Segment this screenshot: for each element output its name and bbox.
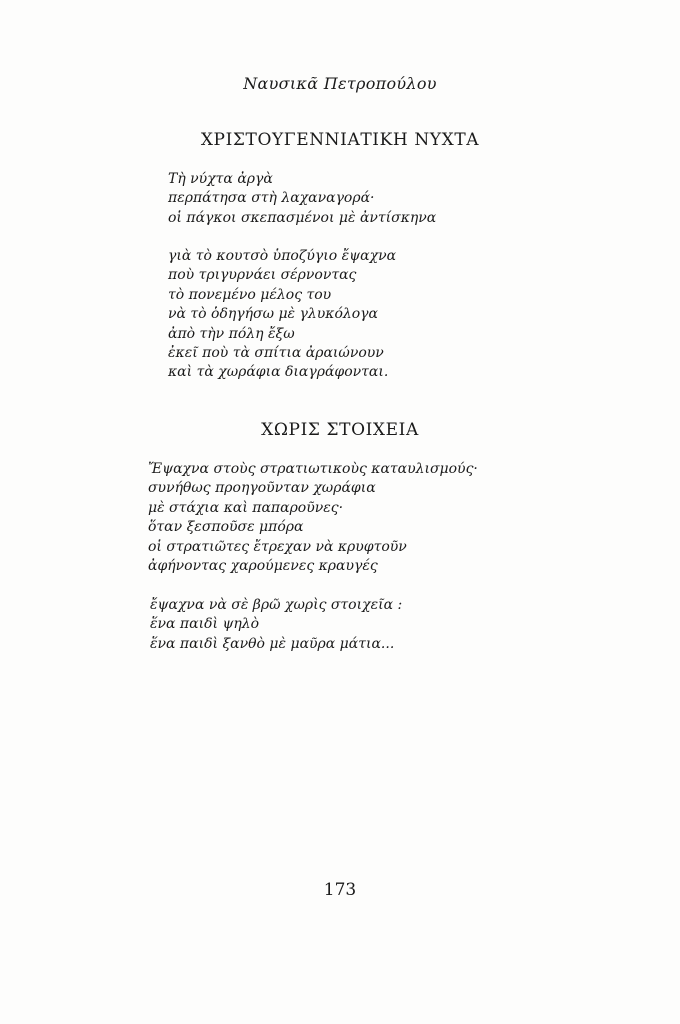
verse-line: μὲ στάχια καὶ παπαροῦνες· — [148, 499, 344, 516]
verse-line: οἱ στρατιῶτες ἔτρεχαν νὰ κρυφτοῦν — [148, 538, 407, 555]
verse-line: τὸ πονεμένο μέλος του — [168, 286, 332, 303]
verse-line: Τὴ νύχτα ἀργὰ — [168, 171, 273, 187]
verse-line: ὅταν ξεσποῦσε μπόρα — [148, 519, 304, 536]
verse-line: ποὺ τριγυρνάει σέρνοντας — [168, 267, 357, 284]
verse-line: ἐκεῖ ποὺ τὰ σπίτια ἀραιώνουν — [168, 345, 384, 362]
verse-line: περπάτησα στὴ λαχαναγορά· — [168, 190, 375, 207]
verse-line: καὶ τὰ χωράφια διαγράφονται. — [168, 364, 389, 381]
verse-line: ἕνα παιδὶ ξανθὸ μὲ μαῦρα μάτια... — [150, 635, 395, 652]
verse-line: ἀπὸ τὴν πόλη ἔξω — [168, 325, 295, 342]
author-name: Ναυσικᾶ Πετροπούλου — [243, 74, 437, 93]
poem-title-without-clues: ΧΩΡΙΣ ΣΤΟΙΧΕΙΑ — [261, 420, 419, 440]
verse-line: ἕνα παιδὶ ψηλὸ — [150, 616, 260, 633]
verse-line: Ἔψαχνα στοὺς στρατιωτικοὺς καταυλισμούς· — [148, 461, 478, 477]
page-number: 173 — [323, 880, 357, 900]
verse-line: νὰ τὸ ὁδηγήσω μὲ γλυκόλογα — [168, 306, 379, 323]
verse-line: ἀφήνοντας χαρούμενες κραυγές — [148, 558, 378, 575]
verse-line: οἱ πάγκοι σκεπασμένοι μὲ ἀντίσκηνα — [168, 209, 437, 226]
poem-title-christmas-night: ΧΡΙΣΤΟΥΓΕΝΝΙΑΤΙΚΗ ΝΥΧΤΑ — [200, 130, 480, 150]
poem-1-stanza-1 — [168, 170, 436, 228]
poem-2-stanza-1 — [148, 460, 478, 576]
verse-line: γιὰ τὸ κουτσὸ ὑποζύγιο ἔψαχνα — [168, 248, 397, 264]
verse-line: ἔψαχνα νὰ σὲ βρῶ χωρὶς στοιχεῖα : — [150, 597, 403, 613]
poem-1-stanza-2 — [168, 247, 396, 383]
verse-line: συνήθως προηγοῦνταν χωράφια — [148, 480, 376, 497]
poem-2-stanza-2 — [150, 596, 402, 654]
